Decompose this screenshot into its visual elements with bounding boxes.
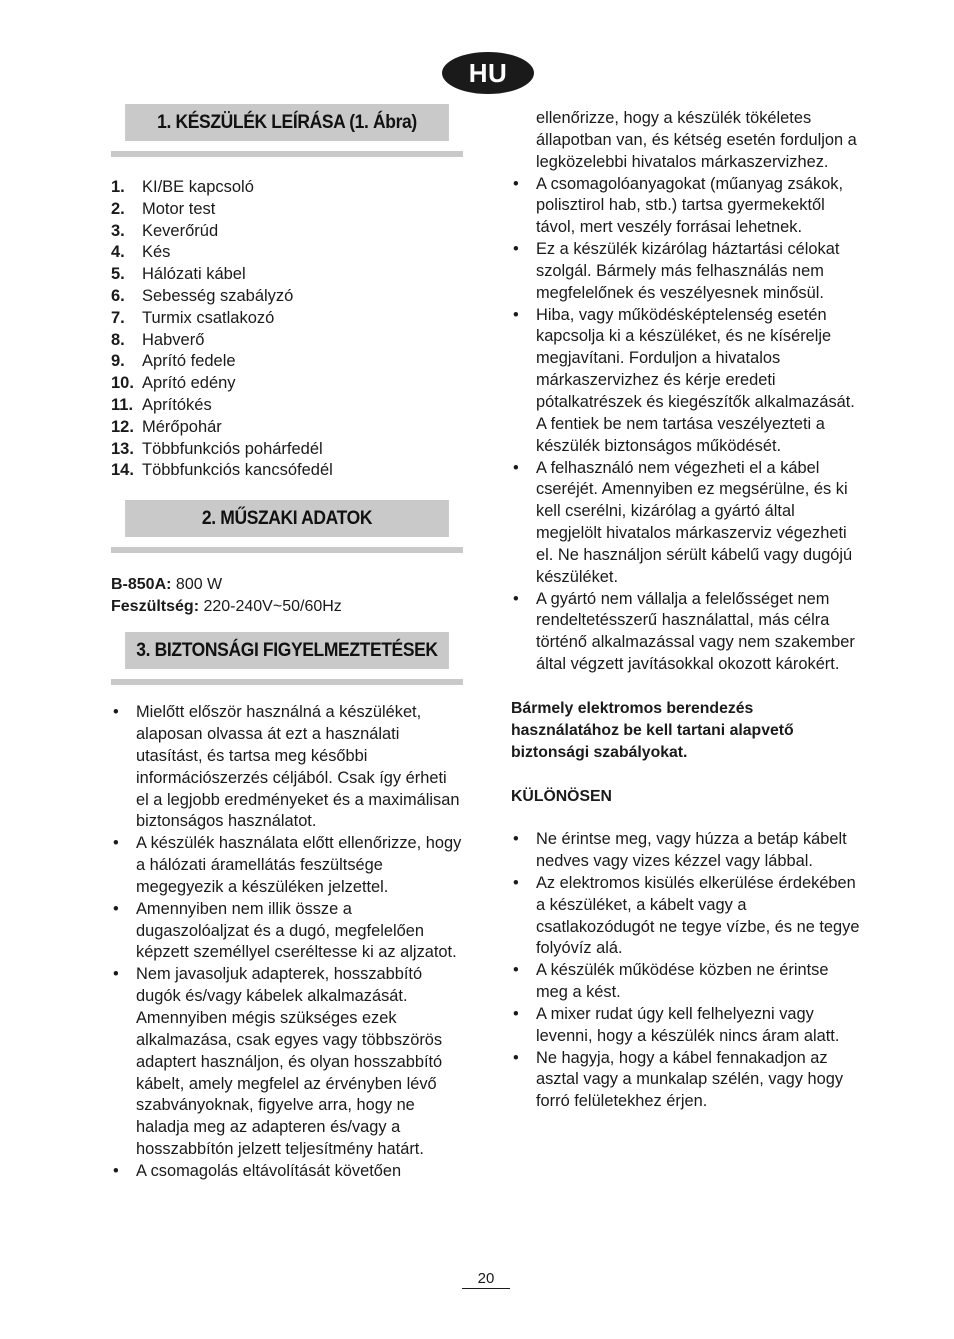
left-column [111,104,463,1183]
part-label: Sebesség szabályzó [142,286,294,305]
list-item: • A készülék használata előtt ellenőrizze, hogy a hálózati áramellátás feszültsége megegyezik a készüléken jelzettel. [111,833,463,899]
part-number: 5. [111,265,125,284]
parts-list [111,177,463,482]
part-label: Keverőrúd [142,221,219,240]
list-item: • Nem javasoljuk adapterek, hosszabbító dugók és/vagy kábelek alkalmazását. Amennyiben mégis szükséges ezek alkalmazása, csak egyes vagy többszörös adaptert használjon, és olyan hosszabbító kábelt, amely megfelel az érvényben lévő szabványoknak, figyelve arra, hogy ne haladja meg az adapteren és/vagy a hosszabbítón jelzett teljesítmény határt. [111,964,463,1161]
part-number: 12. [111,417,134,436]
part-label: Hálózati kábel [142,265,246,284]
part-label: Többfunkciós pohárfedél [142,439,323,458]
list-item [111,439,463,461]
right-column [511,108,863,1113]
part-label: Kés [142,243,171,262]
spec-model-label: B-850A: [111,576,172,594]
section-heading-specs: 2. MŰSZAKI ADATOK [125,500,449,537]
part-label: Aprító fedele [142,352,236,371]
list-item [111,286,463,308]
list-item: • A mixer rudat úgy kell felhelyezni vagy levenni, hogy a készülék nincs áram alatt. [511,1004,863,1048]
list-item: • A készülék működése közben ne érintse meg a kést. [511,960,863,1004]
section-heading-safety: 3. BIZTONSÁGI FIGYELMEZTETÉSEK [125,632,449,669]
part-number: 11. [111,395,134,414]
list-item: • Mielőtt először használná a készüléket, alaposan olvassa át ezt a használati utasítást, és tartsa meg későbbi információszerzés céljából. Csak így érheti el a legjobb eredményeket és a maximálisan biztonságos használatot. [111,702,463,833]
part-number: 8. [111,330,125,349]
list-item: • Amennyiben nem illik össze a dugaszolóaljzat és a dugó, megfelelően képzett személlyel cseréltesse ki az aljzatot. [111,899,463,965]
spec-voltage [111,596,463,618]
part-number: 4. [111,243,125,262]
especially-heading: KÜLÖNÖSEN [511,788,612,806]
bold-note: Bármely elektromos berendezés használatához be kell tartani alapvető biztonsági szabályokat. [511,699,794,761]
list-item [111,264,463,286]
list-item: • A gyártó nem vállalja a felelősséget nem rendeltetésszerű használattal, más célra történő alkalmazással vagy nem szakember által végzett javításokkal okozott károkért. [511,589,863,676]
page-number: 20 [462,1270,510,1289]
spec-voltage-label: Feszültség: [111,597,200,615]
spec-model [111,574,463,596]
part-number: 14. [111,461,134,480]
safety-list-left [111,702,463,1183]
list-item [111,373,463,395]
list-item [111,221,463,243]
list-item [111,177,463,199]
part-label: Habverő [142,330,205,349]
list-item: • A csomagolás eltávolítását követően [111,1161,463,1183]
especially-list [511,829,863,1113]
list-item: • A csomagolóanyagokat (műanyag zsákok, polisztirol hab, stb.) tartsa gyermekektől távol, mert veszély forrásai lehetnek. [511,174,863,240]
list-item [111,417,463,439]
list-item [111,351,463,373]
part-label: Mérőpohár [142,417,222,436]
list-item: • A felhasználó nem végezheti el a kábel cseréjét. Amennyiben ez megsérülne, és ki kell cserélni, kizárólag a gyártó által megjelölt hivatalos márkaszerviz végezheti el. Ne használjon sérült kábelű vagy dugójú készüléket. [511,458,863,589]
list-item [111,460,463,482]
list-item [111,395,463,417]
spec-model-value: 800 W [171,576,223,594]
list-item [111,242,463,264]
list-item: • Az elektromos kisülés elkerülése érdekében a készüléket, a kábelt vagy a csatlakozódugót ne tegye vízbe, és ne tegye folyóvíz alá. [511,873,863,960]
list-item: • Ne érintse meg, vagy húzza a betáp kábelt nedves vagy vizes kézzel vagy lábbal. [511,829,863,873]
list-item [111,199,463,221]
spec-block [111,574,463,617]
part-number: 13. [111,439,134,458]
safety-list-right [511,108,863,676]
section-rule [111,151,463,157]
part-label: Többfunkciós kancsófedél [142,461,333,480]
part-label: Motor test [142,199,216,218]
section-heading-description: 1. KÉSZÜLÉK LEÍRÁSA (1. Ábra) [125,104,449,141]
part-number: 2. [111,199,125,218]
part-label: Aprítókés [142,395,212,414]
part-number: 9. [111,352,125,371]
list-item: • Ez a készülék kizárólag háztartási célokat szolgál. Bármely más felhasználás nem megfelelőnek és veszélyesnek minősül. [511,239,863,305]
list-item-continuation: ellenőrizze, hogy a készülék tökéletes állapotban van, és kétség esetén forduljon a legközelebbi hivatalos márkaszervizhez. [536,109,857,171]
part-number: 3. [111,221,125,240]
section-rule [111,547,463,553]
section-rule [111,679,463,685]
part-number: 6. [111,286,125,305]
list-item [111,330,463,352]
part-label: Turmix csatlakozó [142,308,275,327]
part-label: Aprító edény [142,374,236,393]
list-item: • Hiba, vagy működésképtelenség esetén kapcsolja ki a készüléket, és ne kísérelje megjavítani. Forduljon a hivatalos márkaszervizhez és kérje eredeti pótalkatrészek és kiegészítők alkalmazását. A fentiek be nem tartása veszélyezteti a készülék biztonságos működését. [511,305,863,458]
part-number: 10. [111,374,134,393]
part-number: 7. [111,308,125,327]
list-item: • Ne hagyja, hogy a kábel fennakadjon az asztal vagy a munkalap szélén, vagy hogy forró felületekhez érjen. [511,1048,863,1114]
part-label: KI/BE kapcsoló [142,178,254,196]
language-badge: HU [442,52,534,94]
spec-voltage-value: 220-240V~50/60Hz [199,597,342,615]
list-item [111,308,463,330]
part-number: 1. [111,178,125,196]
